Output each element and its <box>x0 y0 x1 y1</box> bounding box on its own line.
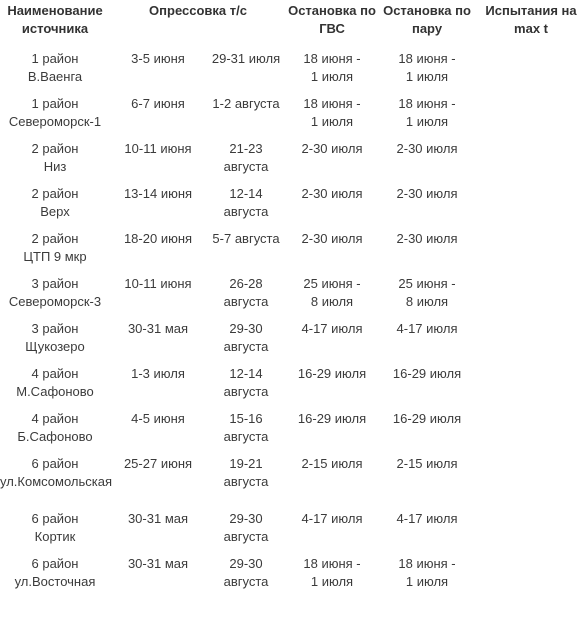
hot-water-stop-cell-text: 18 июня - 1 июля <box>303 51 361 84</box>
max-t-test-cell <box>476 95 586 140</box>
hot-water-stop-cell-text: 4-17 июля <box>301 321 363 336</box>
max-t-test-cell <box>476 365 586 410</box>
pressure-test-2-cell <box>206 95 286 140</box>
source-cell-text: 3 район Щукозеро <box>25 321 85 354</box>
steam-stop-cell <box>378 50 476 95</box>
pressure-test-cell <box>110 185 206 230</box>
steam-stop-cell <box>378 455 476 510</box>
pressure-test-cell <box>110 510 206 555</box>
hot-water-stop-cell-text: 18 июня - 1 июля <box>303 556 361 589</box>
max-t-test-cell <box>476 140 586 185</box>
hot-water-stop-cell <box>286 510 378 555</box>
pressure-test-2-cell <box>206 455 286 510</box>
pressure-test-2-cell-text: 15-16 августа <box>223 411 269 444</box>
steam-stop-cell-text: 4-17 июля <box>396 321 458 336</box>
table-row <box>0 185 586 230</box>
steam-stop-cell-text: 2-30 июля <box>396 231 458 246</box>
hot-water-stop-cell <box>286 555 378 600</box>
steam-stop-cell <box>378 365 476 410</box>
table-row <box>0 510 586 555</box>
max-t-test-cell <box>476 185 586 230</box>
pressure-test-2-cell <box>206 140 286 185</box>
hot-water-stop-cell-text: 4-17 июля <box>301 511 363 526</box>
pressure-test-cell <box>110 275 206 320</box>
pressure-test-2-cell-text: 29-30 августа <box>223 556 269 589</box>
steam-stop-cell-text: 18 июня - 1 июля <box>398 556 456 589</box>
table-body <box>0 50 586 600</box>
pressure-test-cell-text: 30-31 мая <box>127 511 189 526</box>
pressure-test-2-cell-text: 12-14 августа <box>223 366 269 399</box>
source-cell-text: 6 район Кортик <box>31 511 79 544</box>
table-row <box>0 95 586 140</box>
hot-water-stop-cell-text: 16-29 июля <box>297 411 367 426</box>
source-cell-text: 4 район Б.Сафоново <box>17 411 93 444</box>
hot-water-stop-cell <box>286 455 378 510</box>
header-steam-stop-label: Остановка по пару <box>383 3 471 36</box>
steam-stop-cell <box>378 95 476 140</box>
steam-stop-cell-text: 18 июня - 1 июля <box>398 51 456 84</box>
pressure-test-cell <box>110 230 206 275</box>
pressure-test-2-cell-text: 21-23 августа <box>223 141 269 174</box>
steam-stop-cell-text: 4-17 июля <box>396 511 458 526</box>
hot-water-stop-cell-text: 2-30 июля <box>301 231 363 246</box>
source-cell-text: 1 район В.Ваенга <box>27 51 83 84</box>
table-row <box>0 50 586 95</box>
pressure-test-2-cell <box>206 410 286 455</box>
source-cell <box>0 510 110 555</box>
hot-water-stop-cell-text: 2-30 июля <box>301 141 363 156</box>
pressure-test-2-cell-text: 12-14 августа <box>223 186 269 219</box>
header-pressure-test <box>110 0 286 50</box>
header-row <box>0 0 586 50</box>
source-cell <box>0 455 113 510</box>
pressure-test-2-cell <box>206 230 286 275</box>
hot-water-stop-cell <box>286 230 378 275</box>
hot-water-stop-cell-text: 16-29 июля <box>297 366 367 381</box>
steam-stop-cell-text: 2-30 июля <box>396 186 458 201</box>
pressure-test-2-cell <box>206 510 286 555</box>
steam-stop-cell-text: 18 июня - 1 июля <box>398 96 456 129</box>
pressure-test-2-cell <box>206 185 286 230</box>
hot-water-stop-cell <box>286 185 378 230</box>
pressure-test-2-cell-text: 26-28 августа <box>223 276 269 309</box>
hot-water-stop-cell <box>286 50 378 95</box>
source-cell <box>0 185 110 230</box>
pressure-test-2-cell <box>206 555 286 600</box>
max-t-test-cell <box>476 510 586 555</box>
table-row <box>0 275 586 320</box>
pressure-test-cell-text: 3-5 июня <box>131 51 185 66</box>
pressure-test-cell-text: 10-11 июня <box>124 141 192 156</box>
header-max-t-test <box>476 0 586 50</box>
table-row <box>0 365 586 410</box>
pressure-test-cell-text: 25-27 июня <box>123 456 193 471</box>
steam-stop-cell <box>378 510 476 555</box>
pressure-test-cell-text: 30-31 мая <box>127 321 189 336</box>
source-cell-text: 6 район ул.Комсомольская <box>0 456 113 489</box>
pressure-test-cell <box>110 320 206 365</box>
pressure-test-2-cell-text: 19-21 августа <box>223 456 269 489</box>
pressure-test-cell <box>110 555 206 600</box>
pressure-test-cell-text: 18-20 июня <box>123 231 193 246</box>
pressure-test-2-cell <box>206 365 286 410</box>
max-t-test-cell <box>476 320 586 365</box>
source-cell-text: 4 район М.Сафоново <box>16 366 94 399</box>
table-row <box>0 140 586 185</box>
pressure-test-cell <box>110 410 206 455</box>
header-source-label: Наименование источника <box>7 3 103 36</box>
pressure-test-cell-text: 4-5 июня <box>131 411 185 426</box>
source-cell <box>0 410 110 455</box>
hot-water-stop-cell-text: 18 июня - 1 июля <box>303 96 361 129</box>
pressure-test-2-cell-text: 1-2 августа <box>212 96 280 111</box>
header-hot-water-stop-label: Остановка по ГВС <box>288 3 376 36</box>
steam-stop-cell <box>378 555 476 600</box>
steam-stop-cell <box>378 185 476 230</box>
hot-water-stop-cell <box>286 95 378 140</box>
source-cell-text: 6 район ул.Восточная <box>14 556 96 589</box>
steam-stop-cell <box>378 410 476 455</box>
header-pressure-test-label: Опрессовка т/с <box>149 3 247 18</box>
steam-stop-cell-text: 16-29 июля <box>392 411 462 426</box>
steam-stop-cell-text: 25 июня - 8 июля <box>398 276 456 309</box>
max-t-test-cell <box>476 410 586 455</box>
header-hot-water-stop <box>286 0 378 50</box>
header-max-t-test-label: Испытания на max t <box>485 3 577 36</box>
source-cell <box>0 555 110 600</box>
source-cell <box>0 365 110 410</box>
table-row <box>0 320 586 365</box>
steam-stop-cell-text: 16-29 июля <box>392 366 462 381</box>
source-cell-text: 3 район Североморск-3 <box>8 276 102 309</box>
pressure-test-cell-text: 6-7 июня <box>131 96 185 111</box>
max-t-test-cell <box>476 555 586 600</box>
pressure-test-2-cell-text: 5-7 августа <box>212 231 280 246</box>
max-t-test-cell <box>476 230 586 275</box>
max-t-test-cell <box>476 50 586 95</box>
table-row <box>0 410 586 455</box>
hot-water-stop-cell <box>286 140 378 185</box>
steam-stop-cell-text: 2-15 июля <box>396 456 458 471</box>
pressure-test-cell-text: 10-11 июня <box>124 276 192 291</box>
pressure-test-cell <box>110 365 206 410</box>
table-header <box>0 0 586 50</box>
source-cell <box>0 275 110 320</box>
hot-water-stop-cell <box>286 275 378 320</box>
hot-water-stop-cell-text: 2-30 июля <box>301 186 363 201</box>
source-cell <box>0 140 110 185</box>
pressure-test-cell-text: 1-3 июля <box>131 366 185 381</box>
source-cell <box>0 320 110 365</box>
max-t-test-cell <box>476 455 586 510</box>
source-cell <box>0 230 110 275</box>
hot-water-stop-cell-text: 25 июня - 8 июля <box>303 276 361 309</box>
source-cell-text: 2 район ЦТП 9 мкр <box>23 231 87 264</box>
hot-water-stop-cell <box>286 410 378 455</box>
source-cell-text: 1 район Североморск-1 <box>8 96 102 129</box>
pressure-test-2-cell <box>206 275 286 320</box>
source-cell-text: 2 район Низ <box>31 141 79 174</box>
pressure-test-cell <box>110 95 206 140</box>
source-cell-text: 2 район Верх <box>31 186 79 219</box>
header-steam-stop <box>378 0 476 50</box>
steam-stop-cell <box>378 320 476 365</box>
table-row <box>0 230 586 275</box>
table-row <box>0 555 586 600</box>
hot-water-stop-cell-text: 2-15 июля <box>301 456 363 471</box>
pressure-test-cell-text: 13-14 июня <box>123 186 193 201</box>
pressure-test-cell-text: 30-31 мая <box>127 556 189 571</box>
pressure-test-2-cell-text: 29-30 августа <box>223 321 269 354</box>
hot-water-stop-cell <box>286 365 378 410</box>
pressure-test-cell <box>110 140 206 185</box>
pressure-test-2-cell <box>206 320 286 365</box>
table-row <box>0 455 586 510</box>
pressure-test-2-cell <box>206 50 286 95</box>
steam-stop-cell <box>378 230 476 275</box>
pressure-test-cell <box>110 50 206 95</box>
steam-stop-cell-text: 2-30 июля <box>396 141 458 156</box>
steam-stop-cell <box>378 140 476 185</box>
steam-stop-cell <box>378 275 476 320</box>
pressure-test-2-cell-text: 29-31 июля <box>211 51 281 66</box>
source-cell <box>0 95 110 140</box>
source-cell <box>0 50 110 95</box>
max-t-test-cell <box>476 275 586 320</box>
pressure-test-2-cell-text: 29-30 августа <box>223 511 269 544</box>
hot-water-stop-cell <box>286 320 378 365</box>
pressure-test-cell <box>110 455 206 510</box>
header-source <box>0 0 110 50</box>
